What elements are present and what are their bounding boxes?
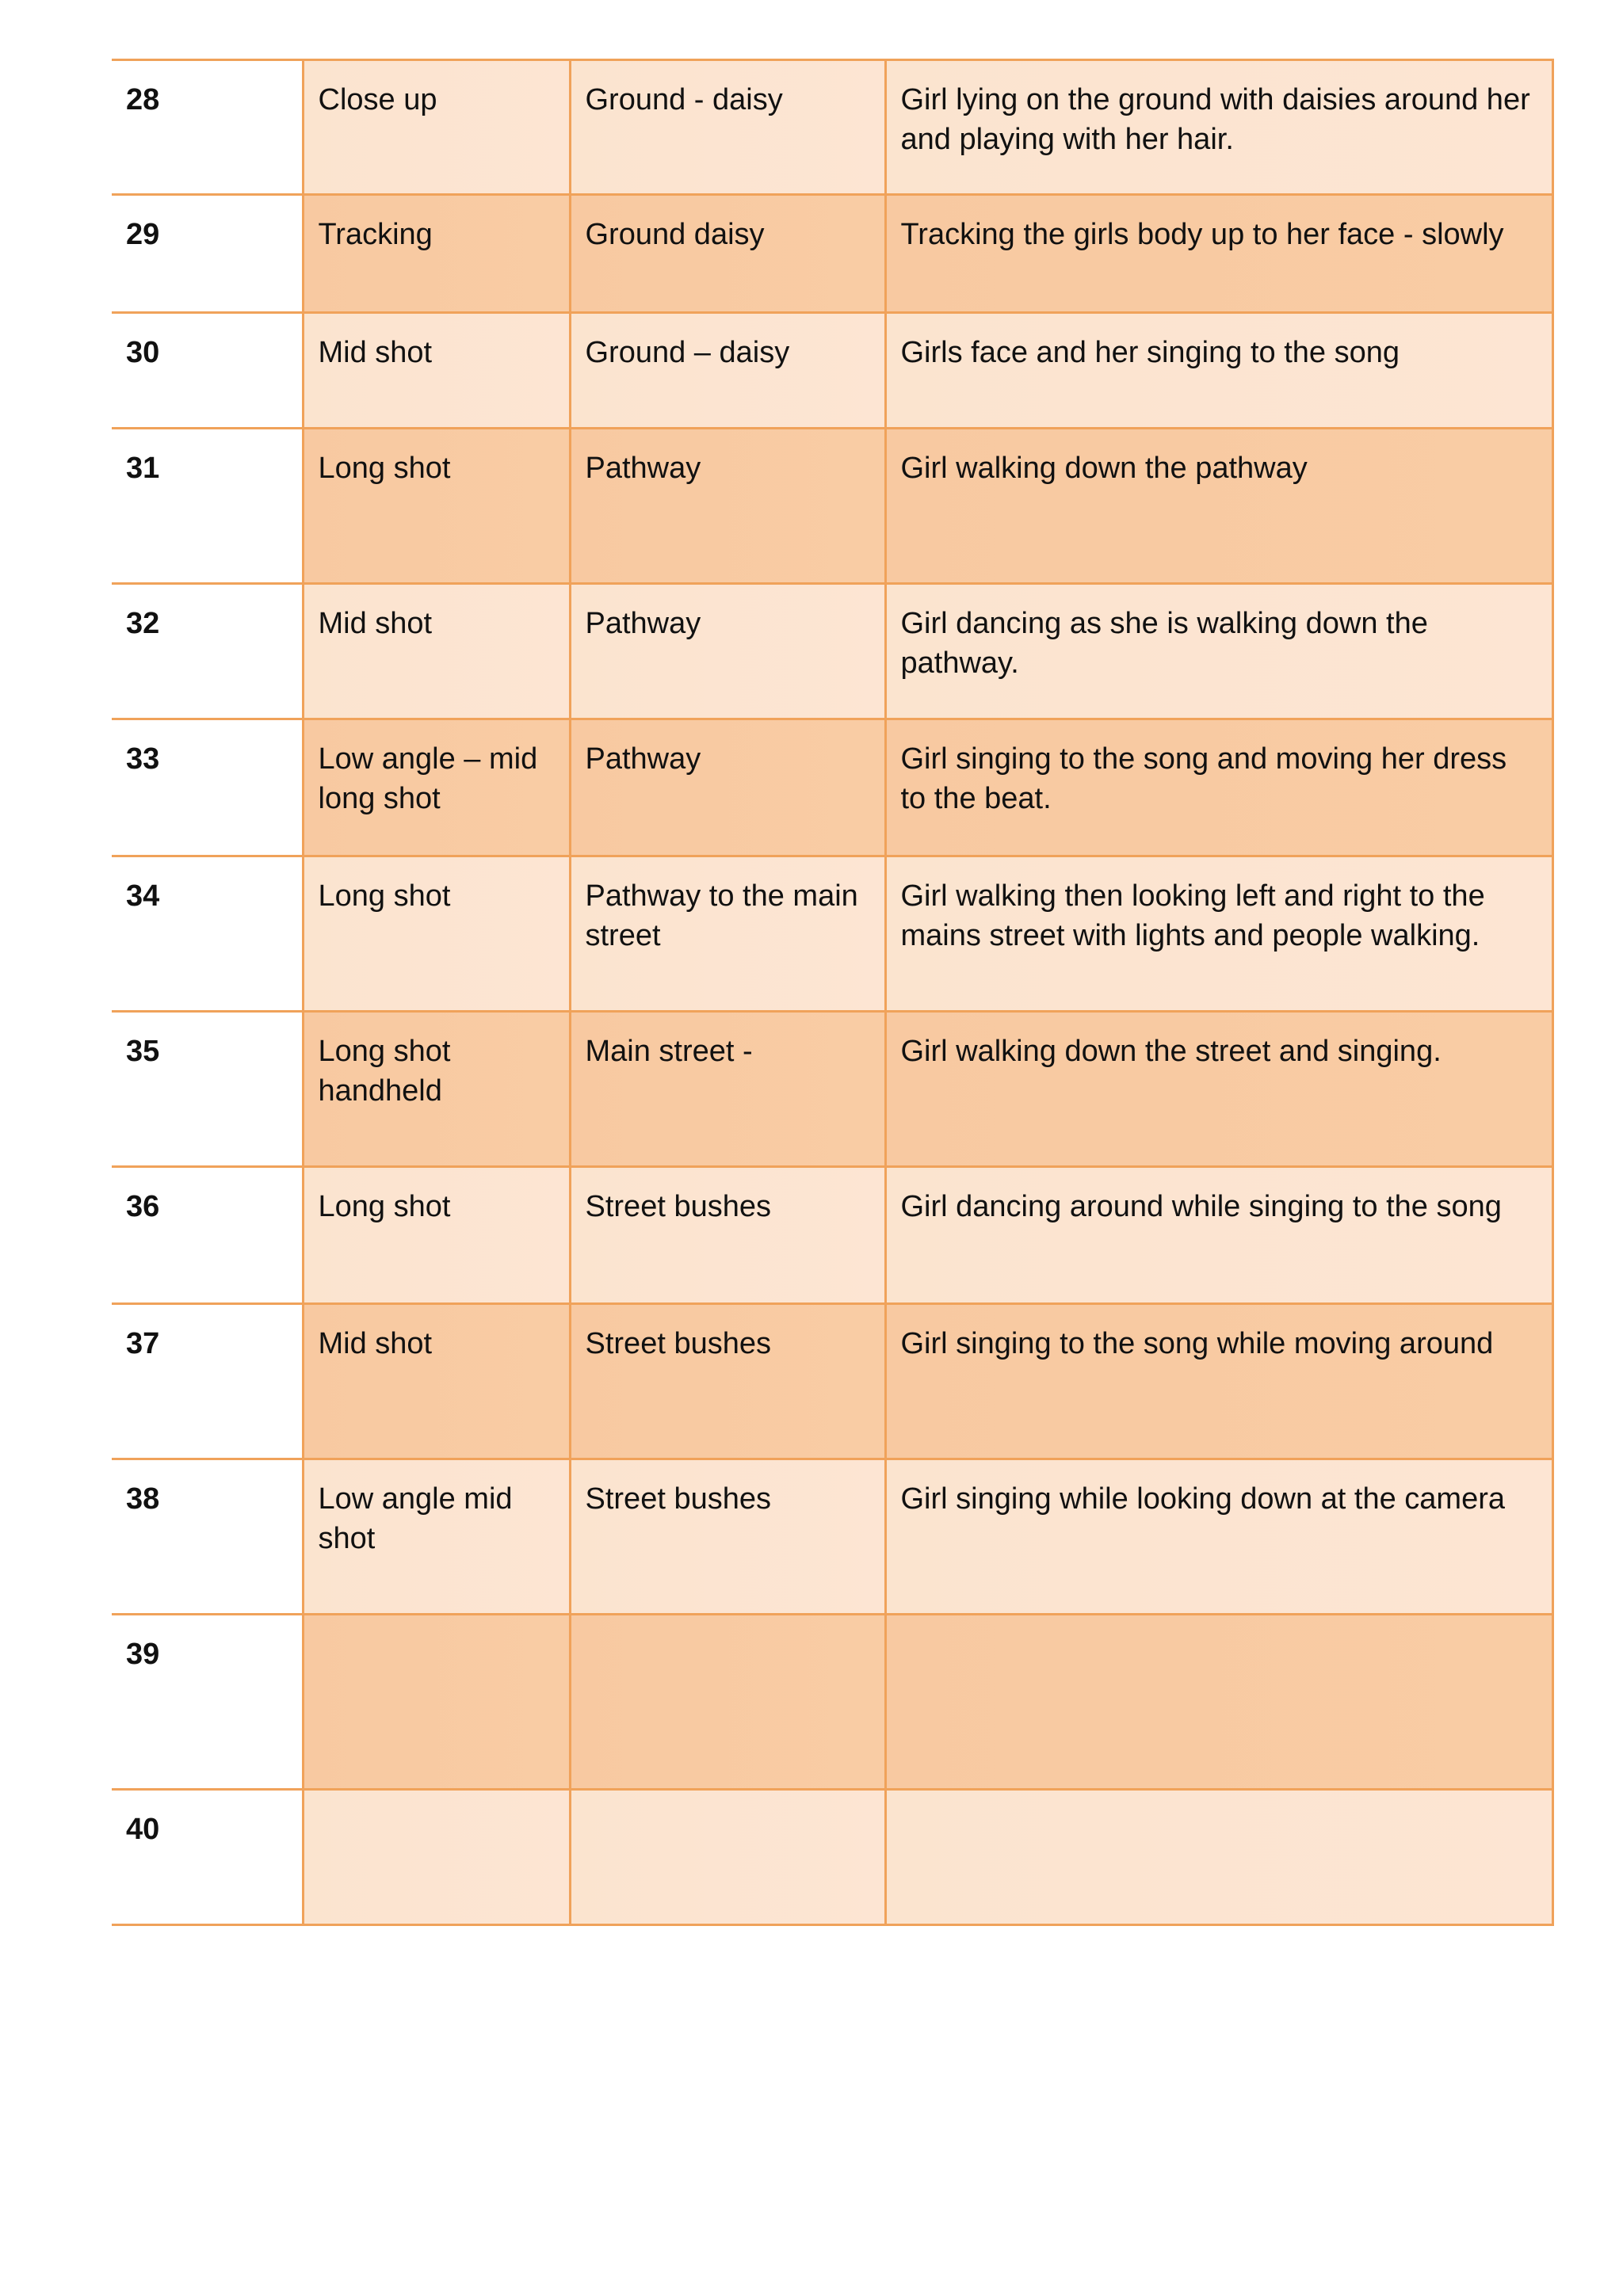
table-row	[112, 1304, 1552, 1459]
shot-location: Ground - daisy	[570, 60, 885, 195]
shot-location: Ground daisy	[570, 195, 885, 313]
table-row	[112, 1459, 1552, 1615]
shot-description: Girl lying on the ground with daisies around her and playing with her hair.	[885, 60, 1552, 195]
shot-description: Girl walking down the pathway	[885, 429, 1552, 584]
shot-location	[570, 1615, 885, 1790]
shot-location: Pathway	[570, 719, 885, 856]
shot-description: Girl singing while looking down at the camera	[885, 1459, 1552, 1615]
table-row	[112, 584, 1552, 719]
shot-number: 33	[112, 719, 303, 856]
shot-type: Long shot	[303, 429, 570, 584]
shot-number: 36	[112, 1167, 303, 1304]
shot-type	[303, 1615, 570, 1790]
shot-location	[570, 1790, 885, 1925]
table-row	[112, 313, 1552, 429]
shot-description	[885, 1615, 1552, 1790]
shot-type: Long shot	[303, 856, 570, 1012]
shot-description: Girl walking then looking left and right to the mains street with lights and people walking.	[885, 856, 1552, 1012]
shot-number: 29	[112, 195, 303, 313]
table-row	[112, 60, 1552, 195]
table-row	[112, 429, 1552, 584]
shot-location: Pathway	[570, 429, 885, 584]
shot-location: Pathway to the main street	[570, 856, 885, 1012]
shot-description: Girl singing to the song and moving her dress to the beat.	[885, 719, 1552, 856]
shot-description: Girl dancing around while singing to the song	[885, 1167, 1552, 1304]
table-row	[112, 1012, 1552, 1167]
shot-type: Close up	[303, 60, 570, 195]
shot-location: Main street -	[570, 1012, 885, 1167]
shot-location: Street bushes	[570, 1167, 885, 1304]
shot-type	[303, 1790, 570, 1925]
shot-type: Mid shot	[303, 1304, 570, 1459]
shot-location: Ground – daisy	[570, 313, 885, 429]
shot-number: 30	[112, 313, 303, 429]
shot-type: Long shot handheld	[303, 1012, 570, 1167]
shot-description: Girls face and her singing to the song	[885, 313, 1552, 429]
shot-number: 28	[112, 60, 303, 195]
shot-location: Street bushes	[570, 1459, 885, 1615]
shot-number: 34	[112, 856, 303, 1012]
table-row	[112, 719, 1552, 856]
shot-type: Mid shot	[303, 313, 570, 429]
shot-description: Girl dancing as she is walking down the pathway.	[885, 584, 1552, 719]
shot-number: 39	[112, 1615, 303, 1790]
shot-location: Pathway	[570, 584, 885, 719]
shot-description: Tracking the girls body up to her face - slowly	[885, 195, 1552, 313]
shot-number: 32	[112, 584, 303, 719]
table-row	[112, 195, 1552, 313]
table-row	[112, 1790, 1552, 1925]
shot-description: Girl singing to the song while moving around	[885, 1304, 1552, 1459]
shot-number: 37	[112, 1304, 303, 1459]
shot-type: Low angle mid shot	[303, 1459, 570, 1615]
shot-type: Tracking	[303, 195, 570, 313]
shot-type: Mid shot	[303, 584, 570, 719]
shot-number: 31	[112, 429, 303, 584]
table-row	[112, 1167, 1552, 1304]
shot-description	[885, 1790, 1552, 1925]
shot-list-table	[112, 59, 1554, 1926]
table-row	[112, 1615, 1552, 1790]
shot-type: Long shot	[303, 1167, 570, 1304]
shot-type: Low angle – mid long shot	[303, 719, 570, 856]
shot-number: 38	[112, 1459, 303, 1615]
shot-description: Girl walking down the street and singing.	[885, 1012, 1552, 1167]
shot-number: 40	[112, 1790, 303, 1925]
shot-location: Street bushes	[570, 1304, 885, 1459]
table-row	[112, 856, 1552, 1012]
shot-number: 35	[112, 1012, 303, 1167]
